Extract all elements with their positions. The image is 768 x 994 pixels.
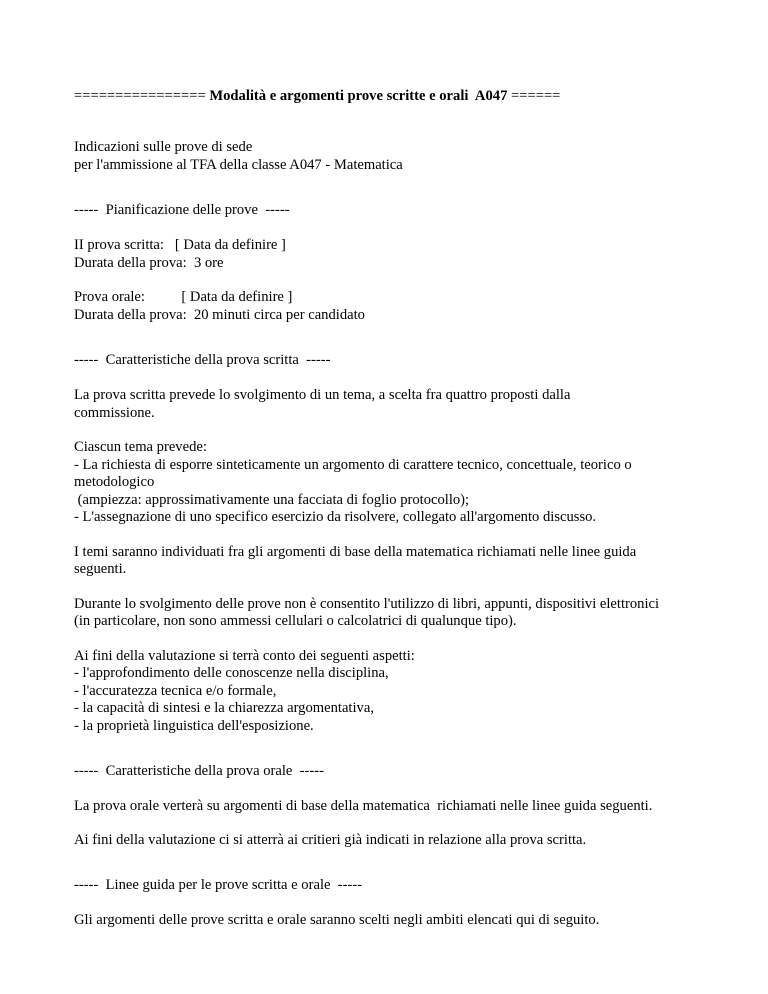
list-item: - l'accuratezza tecnica e/o formale, — [74, 683, 277, 699]
schedule-oral-duration: Durata della prova: 20 minuti circa per candidato — [74, 307, 365, 323]
paragraph-line: (in particolare, non sono ammessi cellulari o calcolatrici di qualunque tipo). — [74, 613, 517, 629]
intro-line-1: Indicazioni sulle prove di sede — [74, 139, 253, 155]
list-item: - l'approfondimento delle conoscenze nella disciplina, — [74, 665, 389, 681]
paragraph-line: Ai fini della valutazione ci si atterrà ai critieri già indicati in relazione alla prova scritta. — [74, 832, 587, 848]
section-heading-pianificazione: ----- Pianificazione delle prove ----- — [74, 202, 290, 218]
section-heading-linee: ----- Linee guida per le prove scritta e orale ----- — [74, 877, 363, 893]
document-title — [74, 88, 560, 106]
section-heading-scritta: ----- Caratteristiche della prova scritta ----- — [74, 352, 331, 368]
paragraph-line: - La richiesta di esporre sinteticamente un argomento di carattere tecnico, concettuale, teorico o — [74, 457, 632, 473]
paragraph-line: Gli argomenti delle prove scritta e orale saranno scelti negli ambiti elencati qui di seguito. — [74, 912, 600, 928]
paragraph-line: La prova orale verterà su argomenti di base della matematica richiamati nelle linee guida seguenti. — [74, 798, 653, 814]
paragraph-line: commissione. — [74, 405, 155, 421]
schedule-written-duration: Durata della prova: 3 ore — [74, 255, 224, 271]
paragraph-line: I temi saranno individuati fra gli argomenti di base della matematica richiamati nelle linee guida — [74, 544, 637, 560]
schedule-oral-date: Prova orale: [ Data da definire ] — [74, 289, 293, 305]
section-heading-orale: ----- Caratteristiche della prova orale ----- — [74, 763, 324, 779]
title-prefix: ================ — [74, 88, 210, 104]
paragraph-line: Ai fini della valutazione si terrà conto dei seguenti aspetti: — [74, 648, 415, 664]
paragraph-line: metodologico — [74, 474, 155, 490]
list-item: - la capacità di sintesi e la chiarezza argomentativa, — [74, 700, 374, 716]
paragraph-line: seguenti. — [74, 561, 127, 577]
paragraph-line: La prova scritta prevede lo svolgimento di un tema, a scelta fra quattro proposti dalla — [74, 387, 571, 403]
list-item: - la proprietà linguistica dell'esposizione. — [74, 718, 314, 734]
intro-line-2: per l'ammissione al TFA della classe A047 - Matematica — [74, 157, 403, 173]
paragraph-line: - L'assegnazione di uno specifico esercizio da risolvere, collegato all'argomento discusso. — [74, 509, 597, 525]
paragraph-line: Ciascun tema prevede: — [74, 439, 207, 455]
title-text: Modalità e argomenti prove scritte e orali A047 — [209, 88, 508, 104]
paragraph-line: (ampiezza: approssimativamente una facciata di foglio protocollo); — [74, 492, 470, 508]
schedule-written-date: II prova scritta: [ Data da definire ] — [74, 237, 286, 253]
title-suffix: ====== — [507, 88, 561, 104]
paragraph-line: Durante lo svolgimento delle prove non è consentito l'utilizzo di libri, appunti, dispositivi elettronici — [74, 596, 660, 612]
